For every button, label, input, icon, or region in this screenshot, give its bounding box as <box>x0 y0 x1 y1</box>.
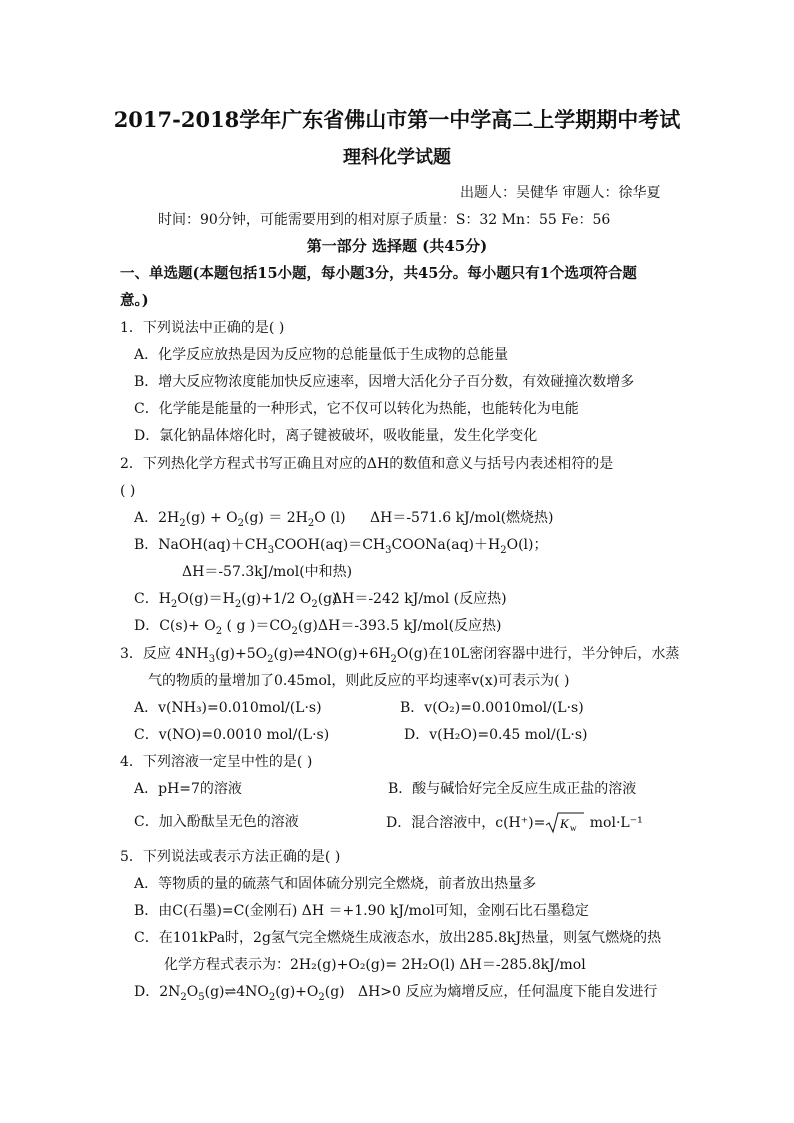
part1-title: 第一部分 选择题 (共45分) <box>306 237 488 255</box>
exam-subtitle: 理科化学试题 <box>343 147 451 168</box>
exam-info: 时间：90分钟，可能需要用到的相对原子质量：S：32 Mn：55 Fe：56 <box>158 212 611 228</box>
q5-stem: 5．下列说法或表示方法正确的是( ) <box>120 849 341 865</box>
q3-option-b: B．v(O₂)=0.0010mol/(L·s) <box>400 700 584 716</box>
q3-option-d: D．v(H₂O)=0.45 mol/(L·s) <box>404 727 588 743</box>
q4-option-a: A．pH=7的溶液 <box>134 781 242 797</box>
q2-option-b: B．$NaOH(aq)+CH_3COOH(aq)=CH_3COONa(aq)+H_2O(l)$； <box>134 537 548 556</box>
q2-option-d-dh: ΔH＝-393.5 kJ/mol(反应热) <box>318 618 502 634</box>
q3-stem-tail: 在10L密闭容器中进行，半分钟后，水蒸 <box>428 646 680 662</box>
q3-stem-cont: 气的物质的量增加了0.45mol，则此反应的平均速率v(x)可表示为( ) <box>148 673 570 689</box>
q3-option-a: A．v(NH₃)=0.010mol/(L·s) <box>134 700 322 716</box>
q4-option-d-unit: mol·L⁻¹ <box>585 815 643 831</box>
q5-option-d-tail: ΔH>0 反应为熵增反应，任何温度下能自发进行 <box>357 984 658 1000</box>
q5-option-b: B．由C(石墨)=C(金刚石) ΔH ＝+1.90 kJ/mol可知，金刚石比石墨稳定 <box>134 903 589 919</box>
q5-option-c-cont: 化学方程式表示为：2H₂(g)+O₂(g)= 2H₂O(l) ΔH＝-285.8kJ/mol <box>164 957 586 973</box>
q4-option-d <box>386 812 643 834</box>
svg-text:w: w <box>570 823 577 833</box>
q4-stem: 4．下列溶液一定呈中性的是( ) <box>120 754 313 770</box>
q1-option-c: C．化学能是能量的一种形式，它不仅可以转化为热能，也能转化为电能 <box>134 401 579 417</box>
q2-option-c: C．$H_2O(g)=H_2(g)+1/2$ $O_2(g)$ <box>134 591 338 610</box>
svg-text:K: K <box>560 816 569 831</box>
q5-option-c: C．在101kPa时，2g氢气完全燃烧生成液态水，放出285.8kJ热量，则氢气燃烧的热 <box>134 930 662 946</box>
q5-option-d: D．$2N_2O_5(g)\rightleftharpoons 4NO_2(g)+O_2(g)$ ΔH>0 反应为熵增反应，任何温度下能自发进行 <box>134 984 658 1003</box>
q2-option-a: A．$2H_2(g) + O_2(g) = 2H_2O$ (l) <box>134 510 346 529</box>
q2-stem-bracket: ( ) <box>120 483 136 499</box>
q2-option-d: D．$C(s)+ O_2$ ( g )$=CO_2(g)$ <box>134 618 318 637</box>
q3-option-c: C．v(NO)=0.0010 mol/(L·s) <box>134 727 330 743</box>
q2-option-b-dh: ΔH＝-57.3kJ/mol(中和热) <box>182 564 353 580</box>
q1-option-b: B．增大反应物浓度能加快反应速率，因增大活化分子百分数，有效碰撞次数增多 <box>134 374 635 390</box>
q1-option-a: A．化学反应放热是因为反应物的总能量低于生成物的总能量 <box>134 347 509 363</box>
q4-option-b: B．酸与碱恰好完全反应生成正盐的溶液 <box>388 781 637 797</box>
exam-title: 2017-2018学年广东省佛山市第一中学高二上学期期中考试 <box>113 107 681 132</box>
section-heading: 一、单选题(本题包括15小题，每小题3分，共45分。每小题只有1个选项符合题 <box>120 265 637 282</box>
q2-stem: 2．下列热化学方程式书写正确且对应的ΔH的数值和意义与括号内表述相符的是 <box>120 456 614 472</box>
q4-option-c: C．加入酚酞呈无色的溶液 <box>134 814 299 830</box>
q5-option-a: A．等物质的量的硫蒸气和固体硫分别完全燃烧，前者放出热量多 <box>134 876 537 892</box>
author-line: 出题人：吴健华 审题人：徐华夏 <box>460 185 661 201</box>
q2-option-a-dh: ΔH＝-571.6 kJ/mol(燃烧热) <box>370 510 554 526</box>
q4-option-d-text: D．混合溶液中，c(H⁺)= <box>386 815 546 831</box>
q1-option-d: D．氯化钠晶体熔化时，离子键被破坏，吸收能量，发生化学变化 <box>134 428 538 444</box>
q3-stem: 3．反应 $4NH_3(g)+5O_2(g)\rightleftharpoons 4NO(g)+6H_2O(g)$在10L密闭容器中进行，半分钟后，水蒸 <box>120 646 680 665</box>
sqrt-kw-formula <box>545 812 585 834</box>
q1-stem: 1．下列说法中正确的是( ) <box>120 320 285 336</box>
q2-option-c-dh: ΔH＝-242 kJ/mol (反应热) <box>332 591 507 607</box>
section-heading-cont: 意。) <box>120 292 149 309</box>
